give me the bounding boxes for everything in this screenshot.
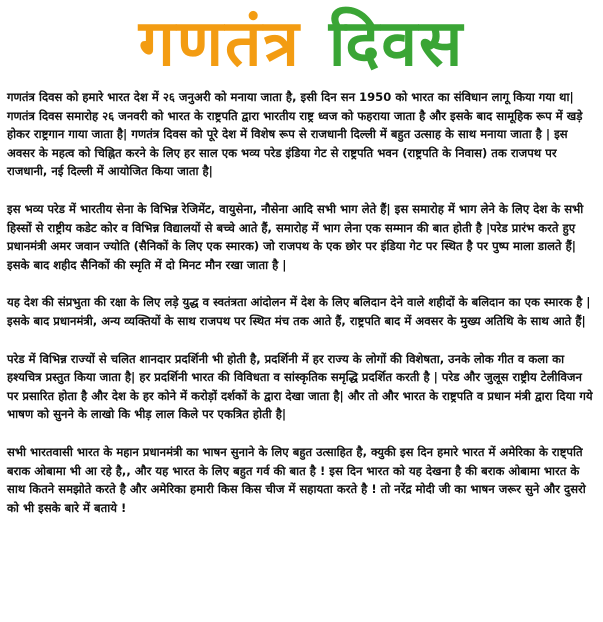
paragraph-2: इस भव्य परेड में भारतीय सेना के विभिन्न रेजिमेंट, वायुसेना, नौसेना आदि सभी भाग लेते हैं| इस समारोह में भाग लेने के लिए देश के सभी हिस्सों से राष्ट्रीय कडेट कोर व विभिन्न विद्यालयों से बच्चे आते हैं, समारोह में भाग लेना एक सम्मान की बात होती है |परेड प्रारंभ करते हुए प्रधानमंत्री अमर जवान ज्योति (सैनिकों के लिए एक स्मारक) जो राजपथ के एक छोर पर इंडिया गेट पर स्थित है पर पुष्प माला डालते हैं| इसके बाद शहीद सैनिकों की स्मृति में दो मिनट मौन रखा जाता है | bbox=[7, 201, 584, 272]
paragraph-4: परेड में विभिन्न राज्यों से चलित शानदार प्रदर्शिनी भी होती है, प्रदर्शिनी में हर राज्य के लोगों की विशेषता, उनके लोक गीत व कला का हश्यचित्र प्रस्तुत किया जाता है| हर प्रदर्शिनी भारत की विविधता व सांस्कृतिक समृद्धि प्रदर्शित करती है | परेड और जुलूस राष्ट्रीय टेलीविजन पर प्रसारित होता है और देश के हर कोने में करोड़ों दर्शकों के द्वारा देखा जाता है| और तो और भारत के राष्ट्रपति व प्रधान मंत्री द्वारा दिया गये भाषण को सुनने के लाखो कि भीड़ लाल किले पर एकत्रित होती है| bbox=[7, 351, 593, 422]
title-word-diwas: दिवस bbox=[328, 7, 465, 81]
paragraph-1: गणतंत्र दिवस को हमारे भारत देश में २६ जनुअरी को मनाया जाता है, इसी दिन सन 1950 को भारत का संविधान लागू किया गया था| गणतंत्र दिवस समारोह २६ जनवरी को भारत के राष्ट्रपति द्वारा भारतीय राष्ट्र ध्वज को फहराया जाता है और इसके बाद सामूहिक रूप में खड़े होकर राष्ट्रगान गाया जाता है| गणतंत्र दिवस को पूरे देश में विशेष रूप से राजधानी दिल्ली में बहुत उत्साह के साथ मनाया जाता है | इस अवसर के महत्व को चिह्नित करने के लिए हर साल एक भव्य परेड इंडिया गेट से राष्ट्रपति भवन (राष्ट्रपति के निवास) तक राजपथ पर राजधानी, नई दिल्ली में आयोजित किया जाता है| bbox=[7, 90, 583, 179]
paragraph-5: सभी भारतवासी भारत के महान प्रधानमंत्री का भाषन सुनाने के लिए बहुत उत्साहित है, क्युकी इस दिन हमारे भारत में अमेरिका के राष्ट्पति बराक ओबामा भी आ रहे है,, और यह भारत के लिए बहुत गर्व की बात है ! इस दिन भारत को यह देखना है की बराक ओबामा भारत के साथ कितने समझोते करते है और अमेरिका हमारी किस किस चीज में सहायता करते है ! तो नरेंद्र मोदी जी का भाषन जरूर सुने और दुसरो को भी इसके बारे में बताये ! bbox=[7, 444, 586, 515]
paragraph-3: यह देश की संप्रभुता की रक्षा के लिए लड़े युद्ध व स्वतंत्रता आंदोलन में देश के लिए बलिदान देने वाले शहीदों के बलिदान का एक स्मारक है | इसके बाद प्रधानमंत्री, अन्य व्यक्तियों के साथ राजपथ पर स्थित मंच तक आते हैं, राष्ट्रपति बाद में अवसर के मुख्य अतिथि के साथ आते हैं| bbox=[7, 295, 591, 328]
title-word-gantantra: गणतंत्र bbox=[138, 7, 301, 81]
article-body bbox=[0, 88, 603, 517]
page-title bbox=[0, 0, 603, 88]
